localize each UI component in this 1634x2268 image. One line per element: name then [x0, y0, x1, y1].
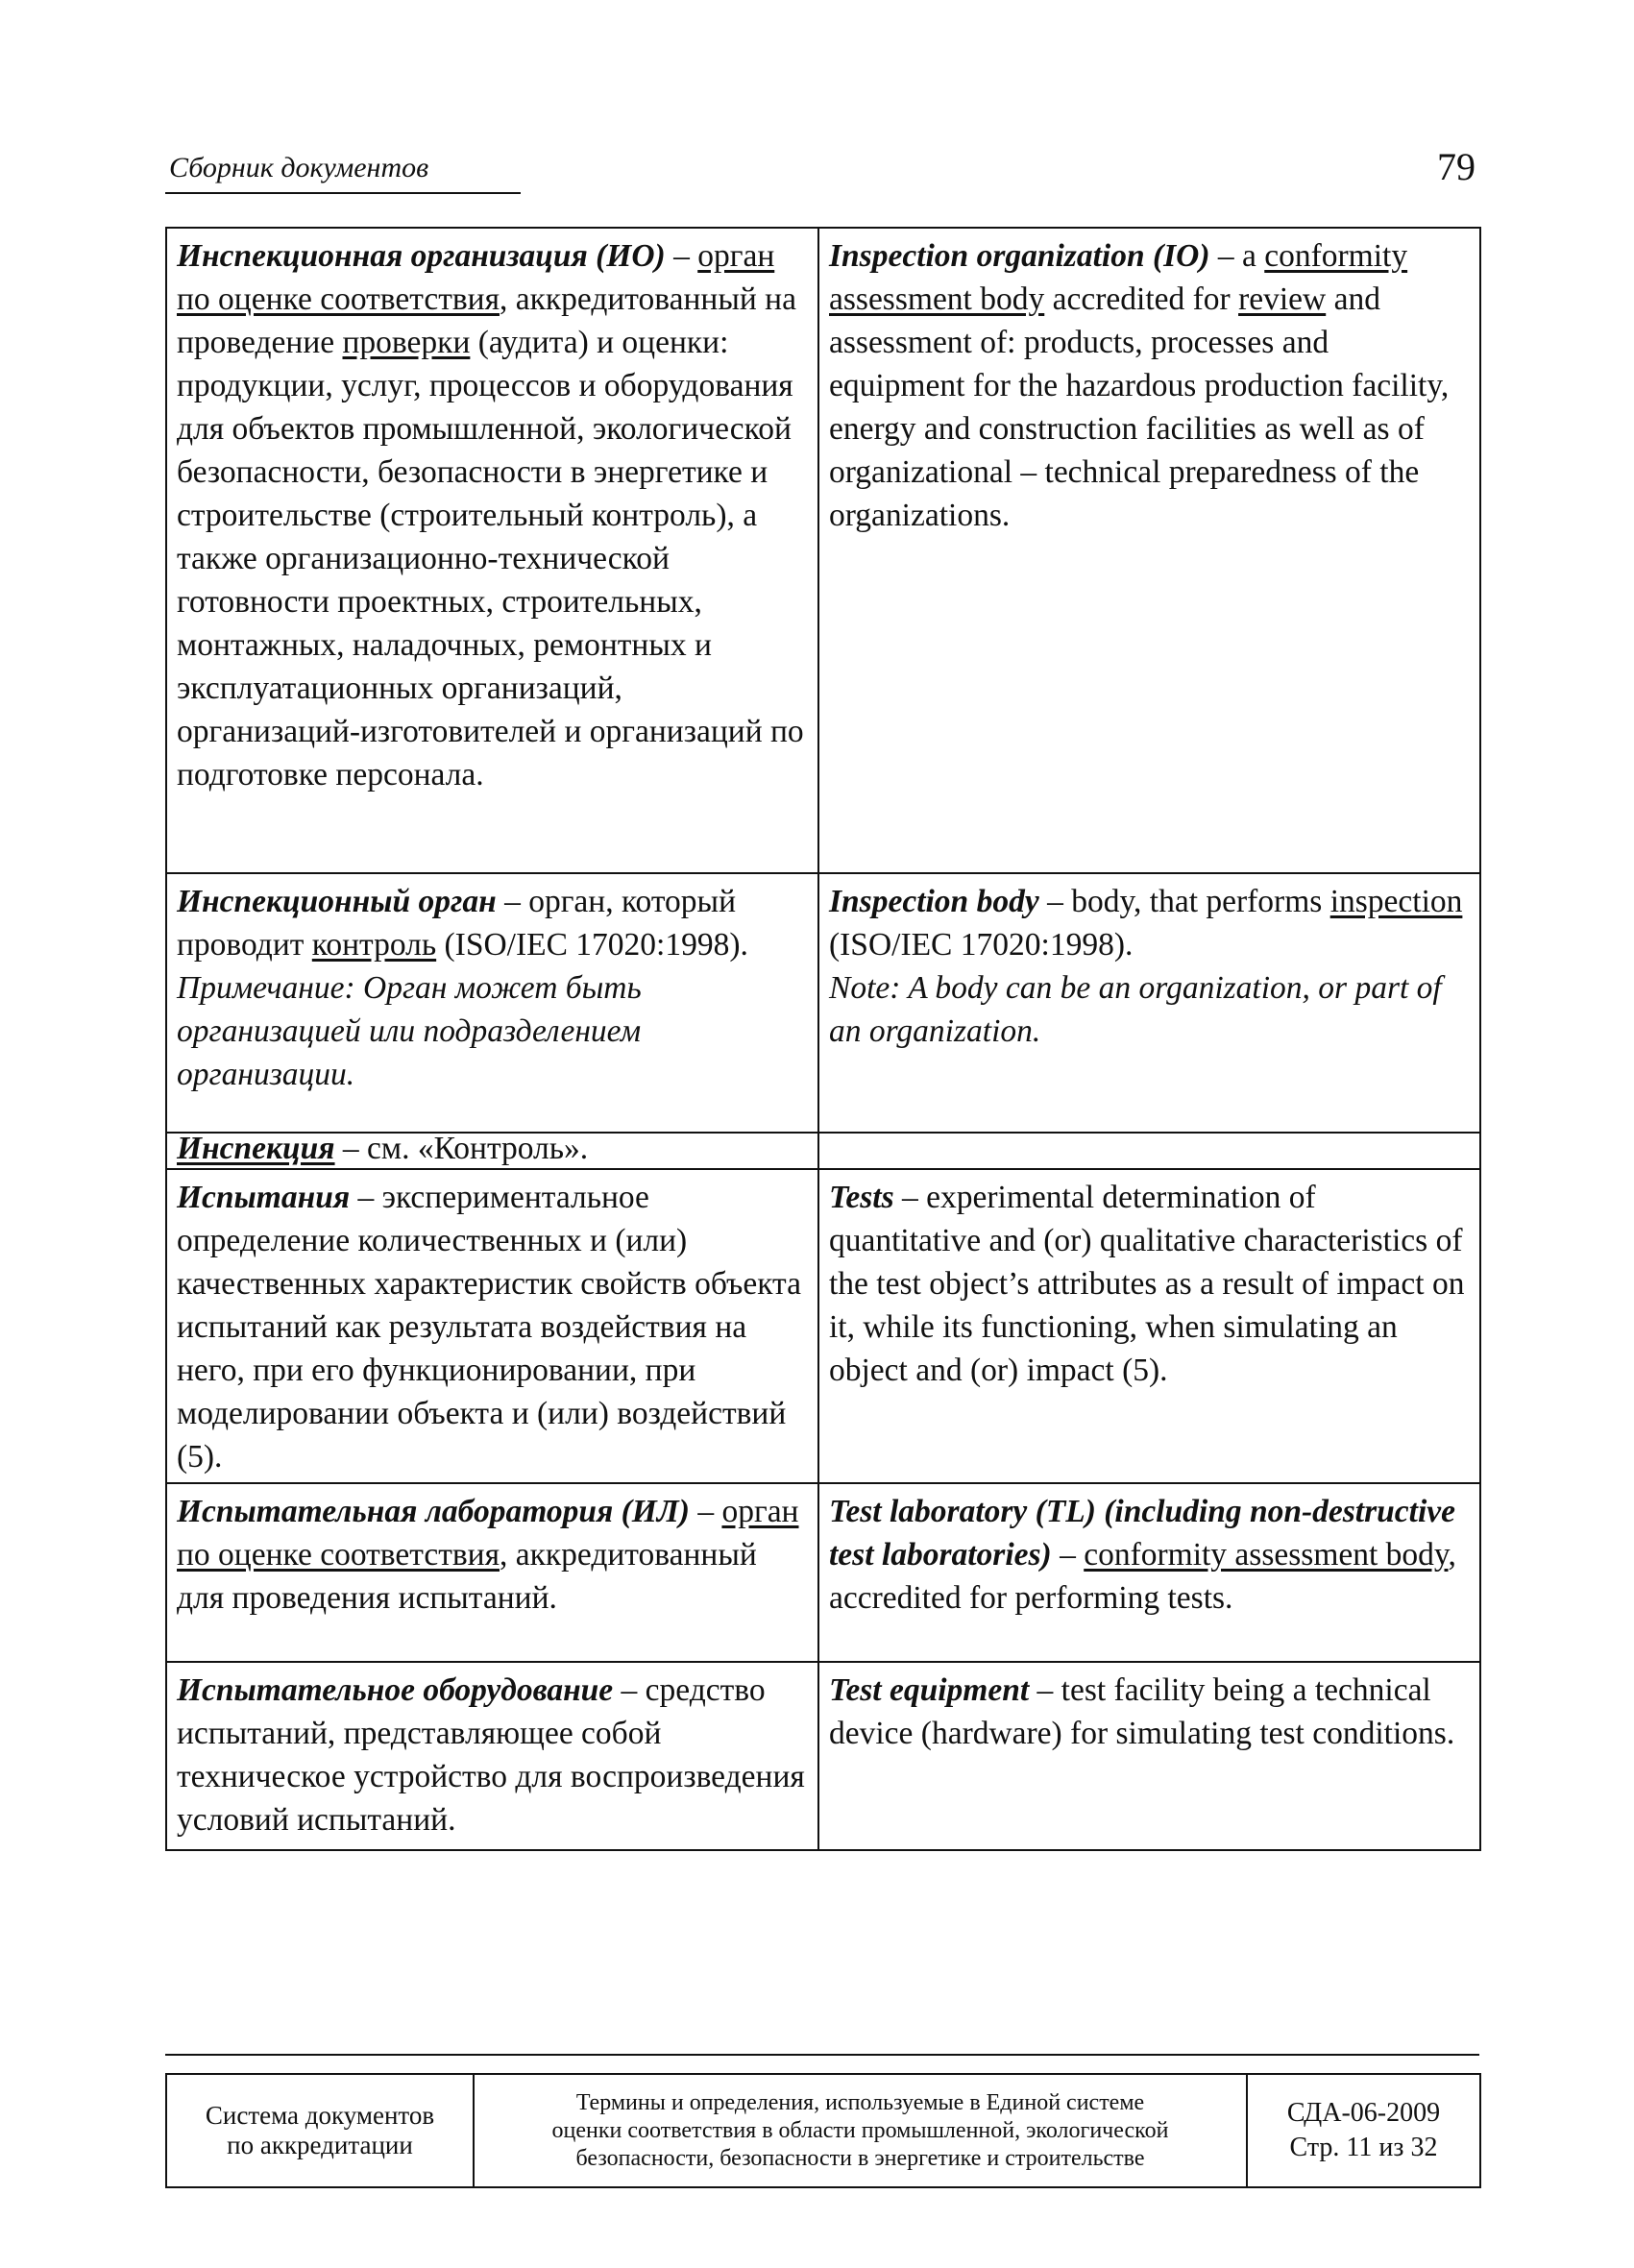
footer-system-cell [166, 2074, 474, 2187]
russian-definition-cell [166, 228, 818, 873]
english-definition-cell [818, 1662, 1480, 1850]
english-definition-cell [818, 873, 1480, 1133]
definition-text: – см. «Контроль». [334, 1131, 589, 1166]
definition-text: , аккредитованный для проведения испытаний. [177, 1537, 757, 1616]
footer-system-line: Система документов [205, 2101, 435, 2130]
note-text: Примечание: Орган может быть организацией или подразделением организации. [177, 970, 642, 1092]
term-ru: Испытательное оборудование [177, 1672, 614, 1708]
term-en: Test equipment [829, 1672, 1030, 1708]
page-header [165, 144, 1479, 194]
definition-text: – [689, 1494, 722, 1529]
note-text: Note: A body can be an organization, or part of an organization. [829, 970, 1442, 1049]
term-link[interactable]: орган по оценке соответствия [177, 1494, 799, 1573]
term-en: Inspection organization (IO) [829, 238, 1210, 274]
russian-definition-cell [166, 873, 818, 1133]
term-en: Test laboratory (TL) (including non-destructive test laboratories) [829, 1494, 1456, 1573]
footer-title-line: безопасности, безопасности в энергетике и строительстве [575, 2145, 1145, 2171]
definition-text: – [1051, 1537, 1085, 1573]
definition-text: , аккредитованный на проведение [177, 281, 796, 360]
term-ru: Инспекционный орган [177, 884, 497, 919]
russian-definition-cell [166, 1133, 818, 1169]
page-number: 79 [1437, 145, 1475, 188]
english-definition-cell [818, 1483, 1480, 1662]
table-row [166, 1662, 1480, 1850]
footer-rule [165, 2054, 1479, 2056]
footer-code-cell [1247, 2074, 1480, 2187]
definition-text: – средство испытаний, представляющее собой техническое устройство для воспроизведения условий испытаний. [177, 1672, 805, 1838]
term-link[interactable]: контроль [311, 927, 437, 963]
term-link[interactable]: conformity assessment body [1084, 1537, 1449, 1573]
definition-text: – орган, который проводит [177, 884, 736, 963]
term-en: Inspection body [829, 884, 1039, 919]
header-rule [165, 192, 521, 194]
russian-definition-cell [166, 1483, 818, 1662]
table-row [166, 873, 1480, 1133]
term-en: Tests [829, 1180, 894, 1215]
term-link[interactable]: review [1238, 281, 1327, 317]
term-link[interactable]: проверки [342, 325, 471, 360]
table-row [166, 1169, 1480, 1483]
definition-text: (ISO/IEC 17020:1998). [436, 927, 748, 963]
english-definition-cell [818, 1169, 1480, 1483]
definition-text: – a [1209, 238, 1265, 274]
definition-text: – body, that performs [1038, 884, 1330, 919]
definition-text: – experimental determination of quantitative and (or) qualitative characteristics of the test object’s attributes as a result of impact on it, while its functioning, when simulating an object and (or) impact (5). [829, 1180, 1465, 1388]
footer-title-cell [474, 2074, 1247, 2187]
footer-title-line: Термины и определения, используемые в Единой системе [575, 2089, 1145, 2115]
term-ru: Инспекционная организация (ИО) [177, 238, 666, 274]
english-definition-cell [818, 1133, 1480, 1169]
term-ru: Испытания [177, 1180, 351, 1215]
russian-definition-cell [166, 1662, 818, 1850]
russian-definition-cell [166, 1169, 818, 1483]
definition-text: – test facility being a technical device (hardware) for simulating test conditions. [829, 1672, 1455, 1751]
table-row [166, 228, 1480, 873]
term-link[interactable]: орган по оценке соответствия [177, 238, 775, 317]
term-link[interactable]: inspection [1329, 884, 1463, 919]
document-code: СДА-06-2009 [1286, 2098, 1441, 2128]
definition-text: and assessment of: products, processes and equipment for the hazardous production facility, energy and construction facilities as well as of organizational – technical preparedness of the organizations. [829, 281, 1450, 533]
table-row [166, 1133, 1480, 1169]
definition-text: , accredited for performing tests. [829, 1537, 1456, 1616]
term-ru: Испытательная лаборатория (ИЛ) [177, 1494, 690, 1529]
definition-text: (ISO/IEC 17020:1998). [829, 927, 1134, 963]
running-title: Сборник документов [169, 152, 429, 183]
page-info: Стр. 11 из 32 [1289, 2133, 1438, 2162]
definition-text: accredited for [1044, 281, 1239, 317]
english-definition-cell [818, 228, 1480, 873]
definition-text: – экспериментальное определение количественных и (или) качественных характеристик свойств объекта испытаний как результата воздействия на него, при его функционировании, при моделировании объекта и (или) воздействий (5). [177, 1180, 801, 1475]
term-link[interactable]: conformity assessment body [829, 238, 1408, 317]
definition-text: – [665, 238, 698, 274]
terms-table [165, 227, 1481, 1851]
table-row [166, 1483, 1480, 1662]
footer-system-line: по аккредитации [227, 2131, 413, 2159]
footer-title-line: оценки соответствия в области промышленной, экологической [551, 2117, 1169, 2143]
term-ru: Инспекция [177, 1131, 335, 1166]
document-footer [165, 2073, 1481, 2188]
definition-text: (аудита) и оценки: продукции, услуг, процессов и оборудования для объектов промышленной, экологической безопасности, безопасности в энергетике и строительстве (строительный контроль), а также организационно-технической готовности проектных, строительных, монтажных, наладочных, ремонтных и эксплуатационных организаций, организаций-изготовителей и организаций по подготовке персонала. [177, 325, 804, 793]
